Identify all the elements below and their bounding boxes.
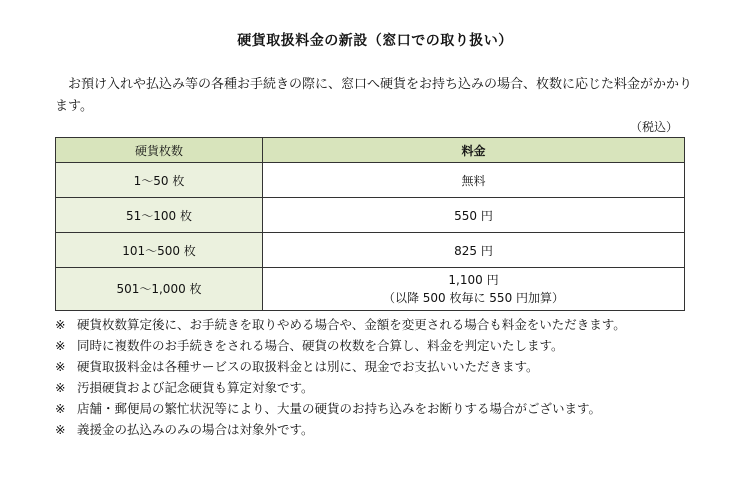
- coin-count-cell: 501～1,000 枚: [56, 268, 263, 311]
- note-mark: ※: [55, 380, 66, 395]
- fee-cell: 825 円: [263, 233, 685, 268]
- note-item: [55, 356, 735, 377]
- intro-text: お預け入れや払込み等の各種お手続きの際に、窓口へ硬貨をお持ち込みの場合、枚数に応じた料金がかかります。: [55, 77, 693, 114]
- note-mark: ※: [55, 401, 66, 416]
- note-item: [55, 335, 735, 356]
- note-item: [55, 419, 735, 440]
- coin-count-cell: 1～50 枚: [56, 163, 263, 198]
- note-mark: ※: [55, 317, 66, 332]
- note-mark: ※: [55, 359, 66, 374]
- intro-paragraph: [55, 74, 695, 118]
- note-text: 硬貨取扱料金は各種サービスの取扱料金とは別に、現金でお支払いいただきます。: [77, 359, 539, 374]
- fee-additional-note: （以降 500 枚毎に 550 円加算）: [382, 291, 565, 305]
- note-item: [55, 314, 735, 335]
- note-item: [55, 377, 735, 398]
- table-row: [56, 268, 685, 311]
- header-coin-count: 硬貨枚数: [56, 138, 263, 163]
- note-text: 硬貨枚数算定後に、お手続きを取りやめる場合や、金額を変更される場合も料金をいただきます。: [77, 317, 626, 332]
- table-row: [56, 163, 685, 198]
- tax-included-note: （税込）: [629, 120, 678, 134]
- note-mark: ※: [55, 422, 66, 437]
- coin-count-cell: 51～100 枚: [56, 198, 263, 233]
- header-fee: 料金: [263, 138, 685, 163]
- coin-fee-table: [55, 137, 685, 311]
- note-text: 汚損硬貨および記念硬貨も算定対象です。: [77, 380, 314, 395]
- coin-count-cell: 101～500 枚: [56, 233, 263, 268]
- notes-list: [55, 314, 735, 440]
- fee-amount: 1,100 円: [448, 273, 499, 287]
- note-text: 同時に複数件のお手続きをされる場合、硬貨の枚数を合算し、料金を判定いたします。: [77, 338, 564, 353]
- table-row: [56, 233, 685, 268]
- fee-cell: 550 円: [263, 198, 685, 233]
- fee-cell: 無料: [263, 163, 685, 198]
- table-row: [56, 198, 685, 233]
- note-text: 店舗・郵便局の繁忙状況等により、大量の硬貨のお持ち込みをお断りする場合がございます。: [77, 401, 602, 416]
- fee-cell: [263, 268, 685, 311]
- note-item: [55, 398, 735, 419]
- note-text: 義援金の払込みのみの場合は対象外です。: [77, 422, 314, 437]
- note-mark: ※: [55, 338, 66, 353]
- table-header-row: [56, 138, 685, 163]
- page-title: 硬貨取扱料金の新設（窓口での取り扱い）: [237, 33, 513, 49]
